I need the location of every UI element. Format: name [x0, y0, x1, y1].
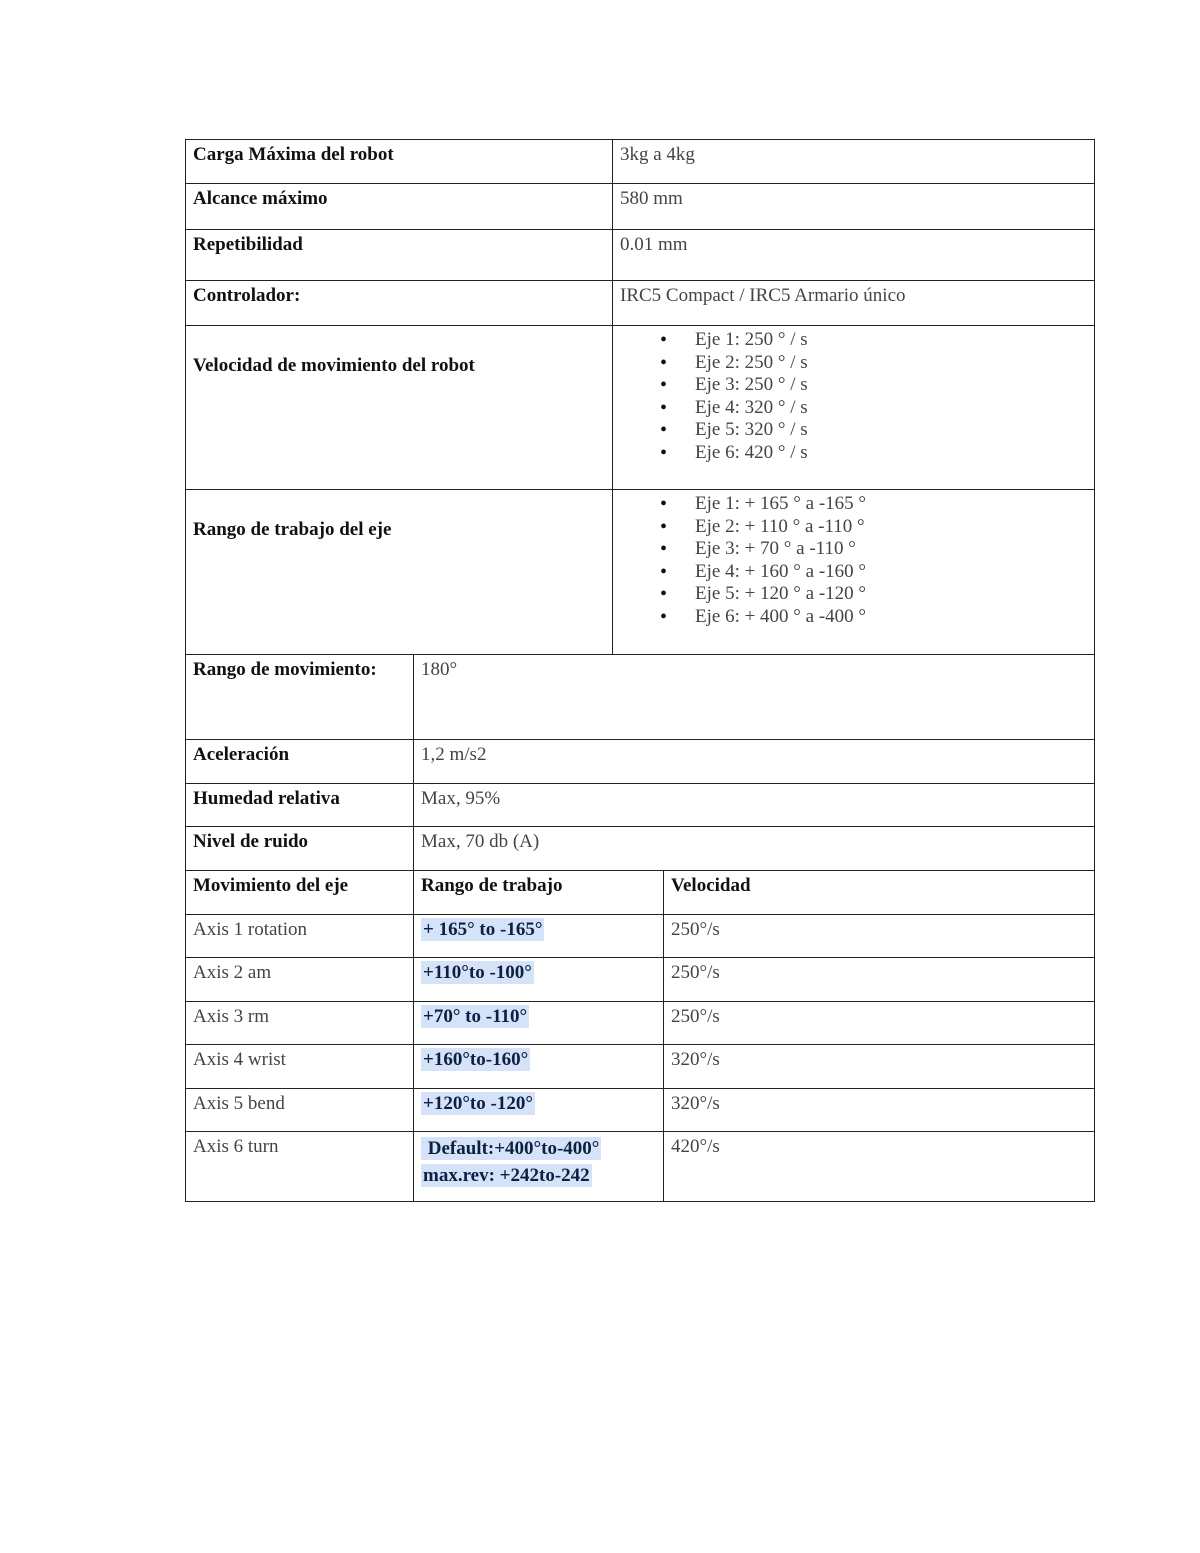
- list-item: • Eje 2: 250 ° / s: [695, 352, 1087, 375]
- axis-speed: 250°/s: [664, 958, 1095, 1002]
- spec-label: Controlador:: [186, 281, 613, 326]
- axis-speed: 250°/s: [664, 1002, 1095, 1045]
- list-item: • Eje 3: + 70 ° a -110 °: [695, 538, 1087, 561]
- spec-value: [613, 326, 1095, 490]
- axis-speed: 250°/s: [664, 915, 1095, 958]
- table-row: [186, 784, 1095, 827]
- list-item: • Eje 1: 250 ° / s: [695, 329, 1087, 352]
- axis-range-cell: [414, 1045, 664, 1089]
- velocidad-list: [620, 329, 1087, 465]
- spec-value: 1,2 m/s2: [414, 740, 1095, 784]
- axis-range: +160°to-160°: [423, 1049, 529, 1070]
- axis-range: +110°to -100°: [423, 962, 532, 983]
- axis-name: Axis 4 wrist: [186, 1045, 414, 1089]
- table-row: [186, 184, 1095, 230]
- spec-label: Carga Máxima del robot: [186, 140, 613, 184]
- list-item: • Eje 6: 420 ° / s: [695, 442, 1087, 465]
- spec-value: Max, 70 db (A): [414, 827, 1095, 871]
- axis-name: Axis 3 rm: [186, 1002, 414, 1045]
- spec-value: 3kg a 4kg: [613, 140, 1095, 184]
- axis-speed: 420°/s: [664, 1132, 1095, 1202]
- axis-name: Axis 5 bend: [186, 1089, 414, 1132]
- column-header: Rango de trabajo: [414, 871, 664, 915]
- table-row: [186, 326, 1095, 490]
- spec-value: [613, 490, 1095, 655]
- column-header: Velocidad: [664, 871, 1095, 915]
- axis-range-block: [421, 1135, 601, 1189]
- spec-label: Humedad relativa: [186, 784, 414, 827]
- spec-label: Rango de movimiento:: [186, 655, 414, 740]
- table-row: [186, 915, 1095, 958]
- spec-label: Rango de trabajo del eje: [186, 490, 613, 655]
- axis-range-cell: [414, 1132, 664, 1202]
- list-item: • Eje 1: + 165 ° a -165 °: [695, 493, 1087, 516]
- robot-spec-table: [185, 139, 1095, 655]
- list-item: • Eje 4: 320 ° / s: [695, 397, 1087, 420]
- spec-label: Nivel de ruido: [186, 827, 414, 871]
- table-row: [186, 490, 1095, 655]
- list-item: • Eje 5: 320 ° / s: [695, 419, 1087, 442]
- table-row: [186, 740, 1095, 784]
- table-header-row: [186, 871, 1095, 915]
- table-row: [186, 1002, 1095, 1045]
- axis-range-maxrev: max.rev: +242to-242: [423, 1165, 590, 1186]
- axis-speed: 320°/s: [664, 1089, 1095, 1132]
- list-item: • Eje 2: + 110 ° a -110 °: [695, 516, 1087, 539]
- rango-eje-list: [620, 493, 1087, 629]
- axis-range-cell: [414, 958, 664, 1002]
- axis-name: Axis 2 am: [186, 958, 414, 1002]
- spec-label: Repetibilidad: [186, 230, 613, 281]
- axis-spec-table: [185, 654, 1095, 1202]
- table-row: [186, 1089, 1095, 1132]
- spec-label: Aceleración: [186, 740, 414, 784]
- spec-value: IRC5 Compact / IRC5 Armario único: [613, 281, 1095, 326]
- axis-range: +120°to -120°: [423, 1093, 533, 1114]
- list-item: • Eje 6: + 400 ° a -400 °: [695, 606, 1087, 629]
- list-item: • Eje 4: + 160 ° a -160 °: [695, 561, 1087, 584]
- table-row: [186, 958, 1095, 1002]
- axis-range: + 165° to -165°: [423, 919, 543, 940]
- spec-label: Alcance máximo: [186, 184, 613, 230]
- table-row: [186, 230, 1095, 281]
- axis-range-cell: [414, 1002, 664, 1045]
- axis-name: Axis 6 turn: [186, 1132, 414, 1202]
- spec-value: 0.01 mm: [613, 230, 1095, 281]
- axis-range: +70° to -110°: [423, 1006, 528, 1027]
- axis-range-cell: [414, 915, 664, 958]
- table-row: [186, 281, 1095, 326]
- table-row: [186, 140, 1095, 184]
- list-item: • Eje 5: + 120 ° a -120 °: [695, 583, 1087, 606]
- table-row: [186, 655, 1095, 740]
- spec-value: 180°: [414, 655, 1095, 740]
- spec-value: Max, 95%: [414, 784, 1095, 827]
- spec-label: Velocidad de movimiento del robot: [186, 326, 613, 490]
- axis-name: Axis 1 rotation: [186, 915, 414, 958]
- list-item: • Eje 3: 250 ° / s: [695, 374, 1087, 397]
- axis-range-cell: [414, 1089, 664, 1132]
- spec-value: 580 mm: [613, 184, 1095, 230]
- table-row: [186, 1045, 1095, 1089]
- axis-speed: 320°/s: [664, 1045, 1095, 1089]
- table-row: [186, 827, 1095, 871]
- column-header: Movimiento del eje: [186, 871, 414, 915]
- table-row: [186, 1132, 1095, 1202]
- axis-range-default: Default:+400°to-400°: [423, 1138, 600, 1159]
